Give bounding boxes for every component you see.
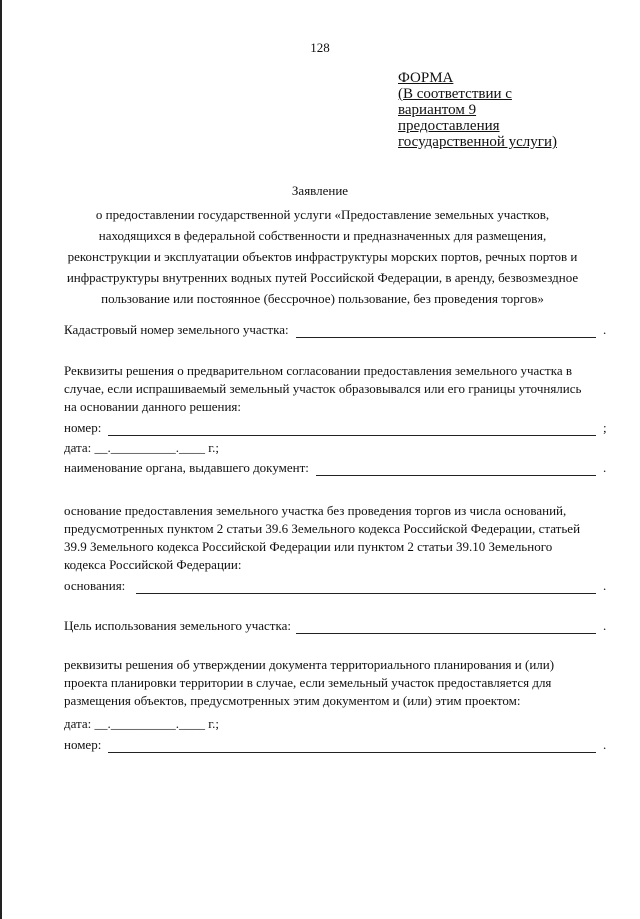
form-note-line-2: вариантом 9 — [398, 102, 477, 118]
statement-title: Заявление — [291, 183, 349, 198]
scan-edge-line — [0, 0, 2, 919]
prelim-authority-label: наименование органа, выдавшего документ: — [64, 460, 309, 475]
cadastral-label: Кадастровый номер земельного участка: — [64, 322, 289, 337]
prelim-line: на основании данного решения: — [64, 399, 241, 414]
subtitle-line: находящихся в федеральной собственности и предназначенных для размещения, — [98, 228, 547, 243]
prelim-line: случае, если испрашиваемый земельный участок образовывался или его границы уточнялись — [64, 381, 582, 396]
purpose-dot: . — [603, 618, 607, 633]
prelim-authority-field[interactable] — [316, 461, 596, 476]
basis-dot: . — [603, 578, 607, 593]
cadastral-dot: . — [603, 322, 607, 337]
form-header — [398, 70, 557, 150]
form-note-line-4: государственной услуги) — [398, 134, 557, 150]
basis-field[interactable] — [136, 579, 596, 594]
planning-number-label: номер: — [64, 737, 102, 752]
page-number: 128 — [310, 40, 330, 55]
planning-line: реквизиты решения об утверждении документа территориального планирования и (или) — [64, 657, 555, 672]
subtitle-line: о предоставлении государственной услуги «Предоставление земельных участков, — [95, 207, 550, 222]
prelim-date-field[interactable]: дата: __.__________.____ г.; — [64, 440, 219, 455]
purpose-label: Цель использования земельного участка: — [64, 618, 291, 633]
planning-line: размещения объектов, предусмотренных этим документом и (или) этим проектом: — [64, 693, 521, 708]
basis-label: основания: — [64, 578, 126, 593]
prelim-line: Реквизиты решения о предварительном согласовании предоставления земельного участка в — [64, 363, 572, 378]
subtitle-line: инфраструктуры внутренних водных путей Российской Федерации, в аренду, безвозмездное — [66, 270, 579, 285]
subtitle-line: пользование или постоянное (бессрочное) пользование, без проведения торгов» — [101, 291, 544, 306]
prelim-number-semicolon: ; — [603, 420, 607, 435]
basis-line: основание предоставления земельного участка без проведения торгов из числа оснований, — [64, 503, 567, 518]
planning-line: проекта планировки территории в случае, если земельный участок предоставляется для — [64, 675, 552, 690]
purpose-field[interactable] — [296, 619, 596, 634]
prelim-paragraph — [64, 362, 581, 416]
form-note-line-1: (В соответствии с — [398, 86, 512, 102]
planning-paragraph — [64, 656, 554, 710]
subtitle-line: реконструкции и эксплуатации объектов инфраструктуры морских портов, речных портов и — [67, 249, 578, 264]
form-note-line-3: предоставления — [398, 118, 500, 134]
basis-line: предусмотренных пунктом 2 статьи 39.6 Земельного кодекса Российской Федерации, статьей — [64, 521, 581, 536]
prelim-authority-dot: . — [603, 460, 607, 475]
basis-paragraph — [64, 502, 580, 574]
planning-number-dot: . — [603, 737, 607, 752]
planning-number-field[interactable] — [108, 738, 596, 753]
prelim-number-field[interactable] — [108, 421, 596, 436]
form-title: ФОРМА — [398, 70, 454, 86]
planning-date-field[interactable]: дата: __.__________.____ г.; — [64, 716, 219, 731]
statement-subtitle — [60, 204, 585, 309]
cadastral-number-field[interactable] — [296, 323, 596, 338]
basis-line: кодекса Российской Федерации: — [64, 557, 242, 572]
basis-line: 39.9 Земельного кодекса Российской Федерации или пунктом 2 статьи 39.10 Земельного — [64, 539, 553, 554]
prelim-number-label: номер: — [64, 420, 102, 435]
